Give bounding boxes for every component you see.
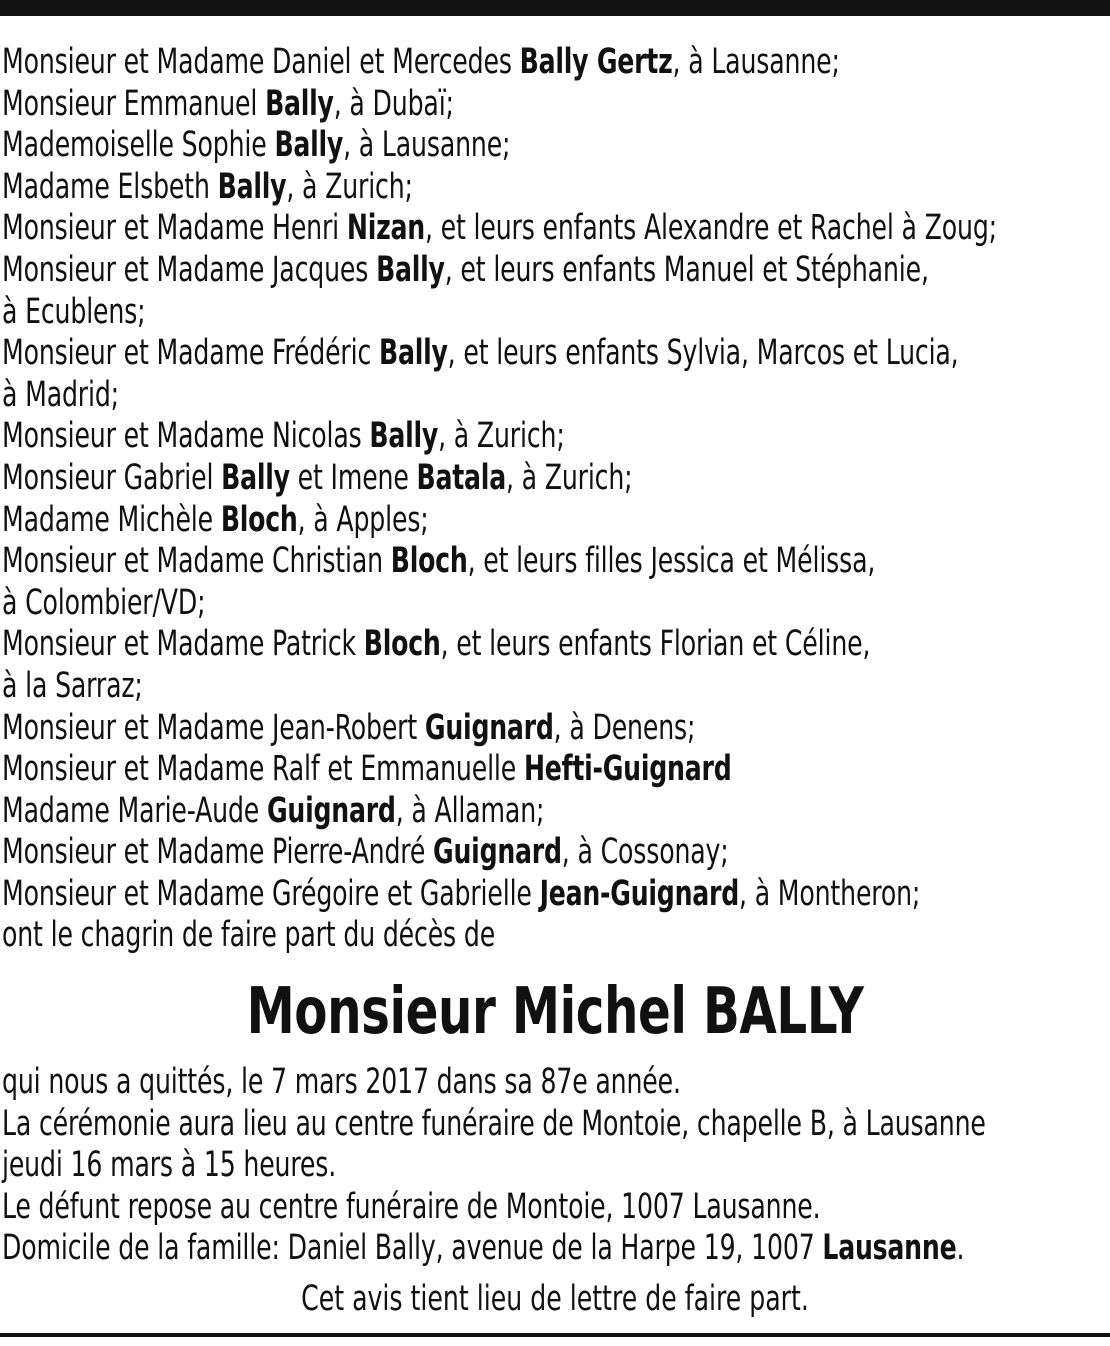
family-name: Jean-Guignard [539, 873, 740, 914]
family-name: Nizan [346, 208, 425, 249]
mourner-text: Monsieur et Madame Daniel et Mercedes [2, 42, 520, 82]
detail-text: Domicile de la famille: Daniel Bally, avenue de la Harpe 19, 1007 [2, 1228, 823, 1269]
family-name: Bally [221, 457, 290, 498]
mourners-list [2, 42, 1108, 957]
mourner-line [2, 333, 959, 375]
mourner-text: , et leurs enfants Florian et Céline, [440, 624, 871, 665]
mourner-text: Madame Elsbeth [2, 166, 218, 207]
mourner-line [2, 458, 887, 500]
mourner-line [2, 832, 887, 874]
mourner-line [2, 624, 887, 666]
family-name: Guignard [433, 832, 562, 873]
mourner-text: Monsieur et Madame Christian [2, 541, 391, 582]
mourner-text: , à Cossonay; [561, 832, 729, 873]
mourner-line [2, 749, 887, 791]
mourner-text: Monsieur et Madame Frédéric [2, 333, 379, 374]
closing-note: Cet avis tient lieu de lettre de faire part. [301, 1279, 809, 1319]
mourner-line [2, 84, 887, 126]
mourner-line [2, 42, 887, 84]
mourner-text: et Imene [289, 457, 417, 498]
mourner-text: Monsieur et Madame Patrick [2, 624, 364, 665]
bottom-rule [0, 1333, 1110, 1337]
mourner-text: à Madrid; [2, 374, 119, 415]
mourner-text: , et leurs enfants Sylvia, Marcos et Lucia, [447, 333, 959, 374]
mourner-line [2, 208, 997, 250]
mourner-text: ont le chagrin de faire part du décès de [2, 915, 496, 956]
mourner-line [2, 500, 887, 542]
detail-line [2, 1103, 986, 1146]
family-name: Guignard [266, 790, 396, 831]
family-name: Bally [379, 333, 448, 374]
mourner-text: , à Zurich; [505, 457, 633, 498]
mourner-text: à Ecublens; [2, 291, 146, 332]
family-name: Bally [376, 249, 445, 290]
family-name: Bally [274, 125, 344, 166]
mourner-line [2, 167, 887, 209]
mourner-text: , et leurs enfants Manuel et Stéphanie, [444, 249, 929, 290]
mourner-text: Monsieur et Madame Pierre-André [2, 832, 434, 873]
family-name: Bloch [390, 541, 468, 582]
family-name: Bloch [363, 624, 441, 665]
detail-text: Le défunt repose au centre funéraire de Montoie, 1007 Lausanne. [2, 1186, 821, 1227]
mourner-text: , à Lausanne; [343, 125, 511, 166]
mourner-line [2, 292, 887, 334]
mourner-text: Monsieur et Madame Ralf et Emmanuelle [2, 749, 524, 790]
mourner-text: Madame Michèle [2, 499, 221, 540]
mourner-text: Monsieur et Madame Nicolas [2, 416, 370, 457]
mourner-text: , à Zurich; [286, 166, 413, 207]
announcement-details [2, 1062, 1108, 1270]
detail-line [2, 1145, 887, 1187]
mourner-text: , à Lausanne; [672, 42, 840, 82]
mourner-line [2, 666, 887, 708]
mourner-line [2, 708, 887, 750]
mourner-text: , à Denens; [553, 707, 696, 748]
family-name: Bally [217, 166, 287, 207]
top-rule [0, 0, 1110, 16]
mourner-text: Monsieur et Madame Jean-Robert [2, 707, 425, 748]
family-name: Guignard [424, 707, 554, 748]
mourner-text: , à Zurich; [438, 416, 565, 457]
detail-line [2, 1228, 965, 1270]
mourner-text: , et leurs filles Jessica et Mélissa, [467, 541, 876, 582]
mourner-text: à la Sarraz; [2, 665, 143, 706]
detail-text: . [956, 1228, 965, 1269]
mourner-line [2, 873, 921, 916]
mourner-text: Monsieur et Madame Grégoire et Gabrielle [2, 873, 540, 914]
mourner-line [2, 249, 929, 292]
family-name: Bally [369, 416, 439, 457]
family-name: Bally [265, 83, 334, 124]
mourner-text: Monsieur Gabriel [2, 457, 222, 498]
detail-text: La cérémonie aura lieu au centre funéraire de Montoie, chapelle B, à Lausanne [2, 1103, 986, 1144]
mourner-text: Monsieur et Madame Jacques [2, 249, 377, 290]
detail-text: qui nous a quittés, le 7 mars 2017 dans sa 87e année. [2, 1062, 681, 1102]
family-name: Bloch [220, 499, 298, 540]
mourner-line [2, 125, 887, 167]
mourner-text: à Colombier/VD; [2, 582, 206, 623]
mourner-text: , à Montheron; [739, 873, 921, 914]
mourner-line [2, 375, 887, 417]
mourner-line [2, 583, 887, 625]
family-name: Batala [416, 457, 506, 498]
mourner-line [2, 791, 887, 833]
mourner-line [2, 541, 887, 583]
mourner-text: , et leurs enfants Alexandre et Rachel à Zoug; [424, 208, 997, 249]
mourner-line [2, 915, 887, 957]
mourner-text: , à Dubaï; [333, 83, 454, 124]
mourner-text: Monsieur Emmanuel [2, 83, 266, 124]
mourner-text: Monsieur et Madame Henri [2, 208, 347, 249]
family-name: Hefti-Guignard [523, 749, 732, 790]
mourner-text: , à Allaman; [395, 790, 545, 831]
mourner-text: Madame Marie-Aude [2, 790, 267, 831]
detail-text: jeudi 16 mars à 15 heures. [2, 1145, 337, 1186]
mourner-text: , à Apples; [297, 499, 429, 540]
detail-line [2, 1187, 887, 1229]
detail-line [2, 1062, 887, 1104]
deceased-name: Monsieur Michel BALLY [246, 975, 864, 1049]
mourner-line [2, 416, 887, 458]
mourner-text: Mademoiselle Sophie [2, 125, 275, 166]
family-name: Bally Gertz [519, 42, 673, 82]
detail-bold-text: Lausanne [822, 1228, 957, 1269]
